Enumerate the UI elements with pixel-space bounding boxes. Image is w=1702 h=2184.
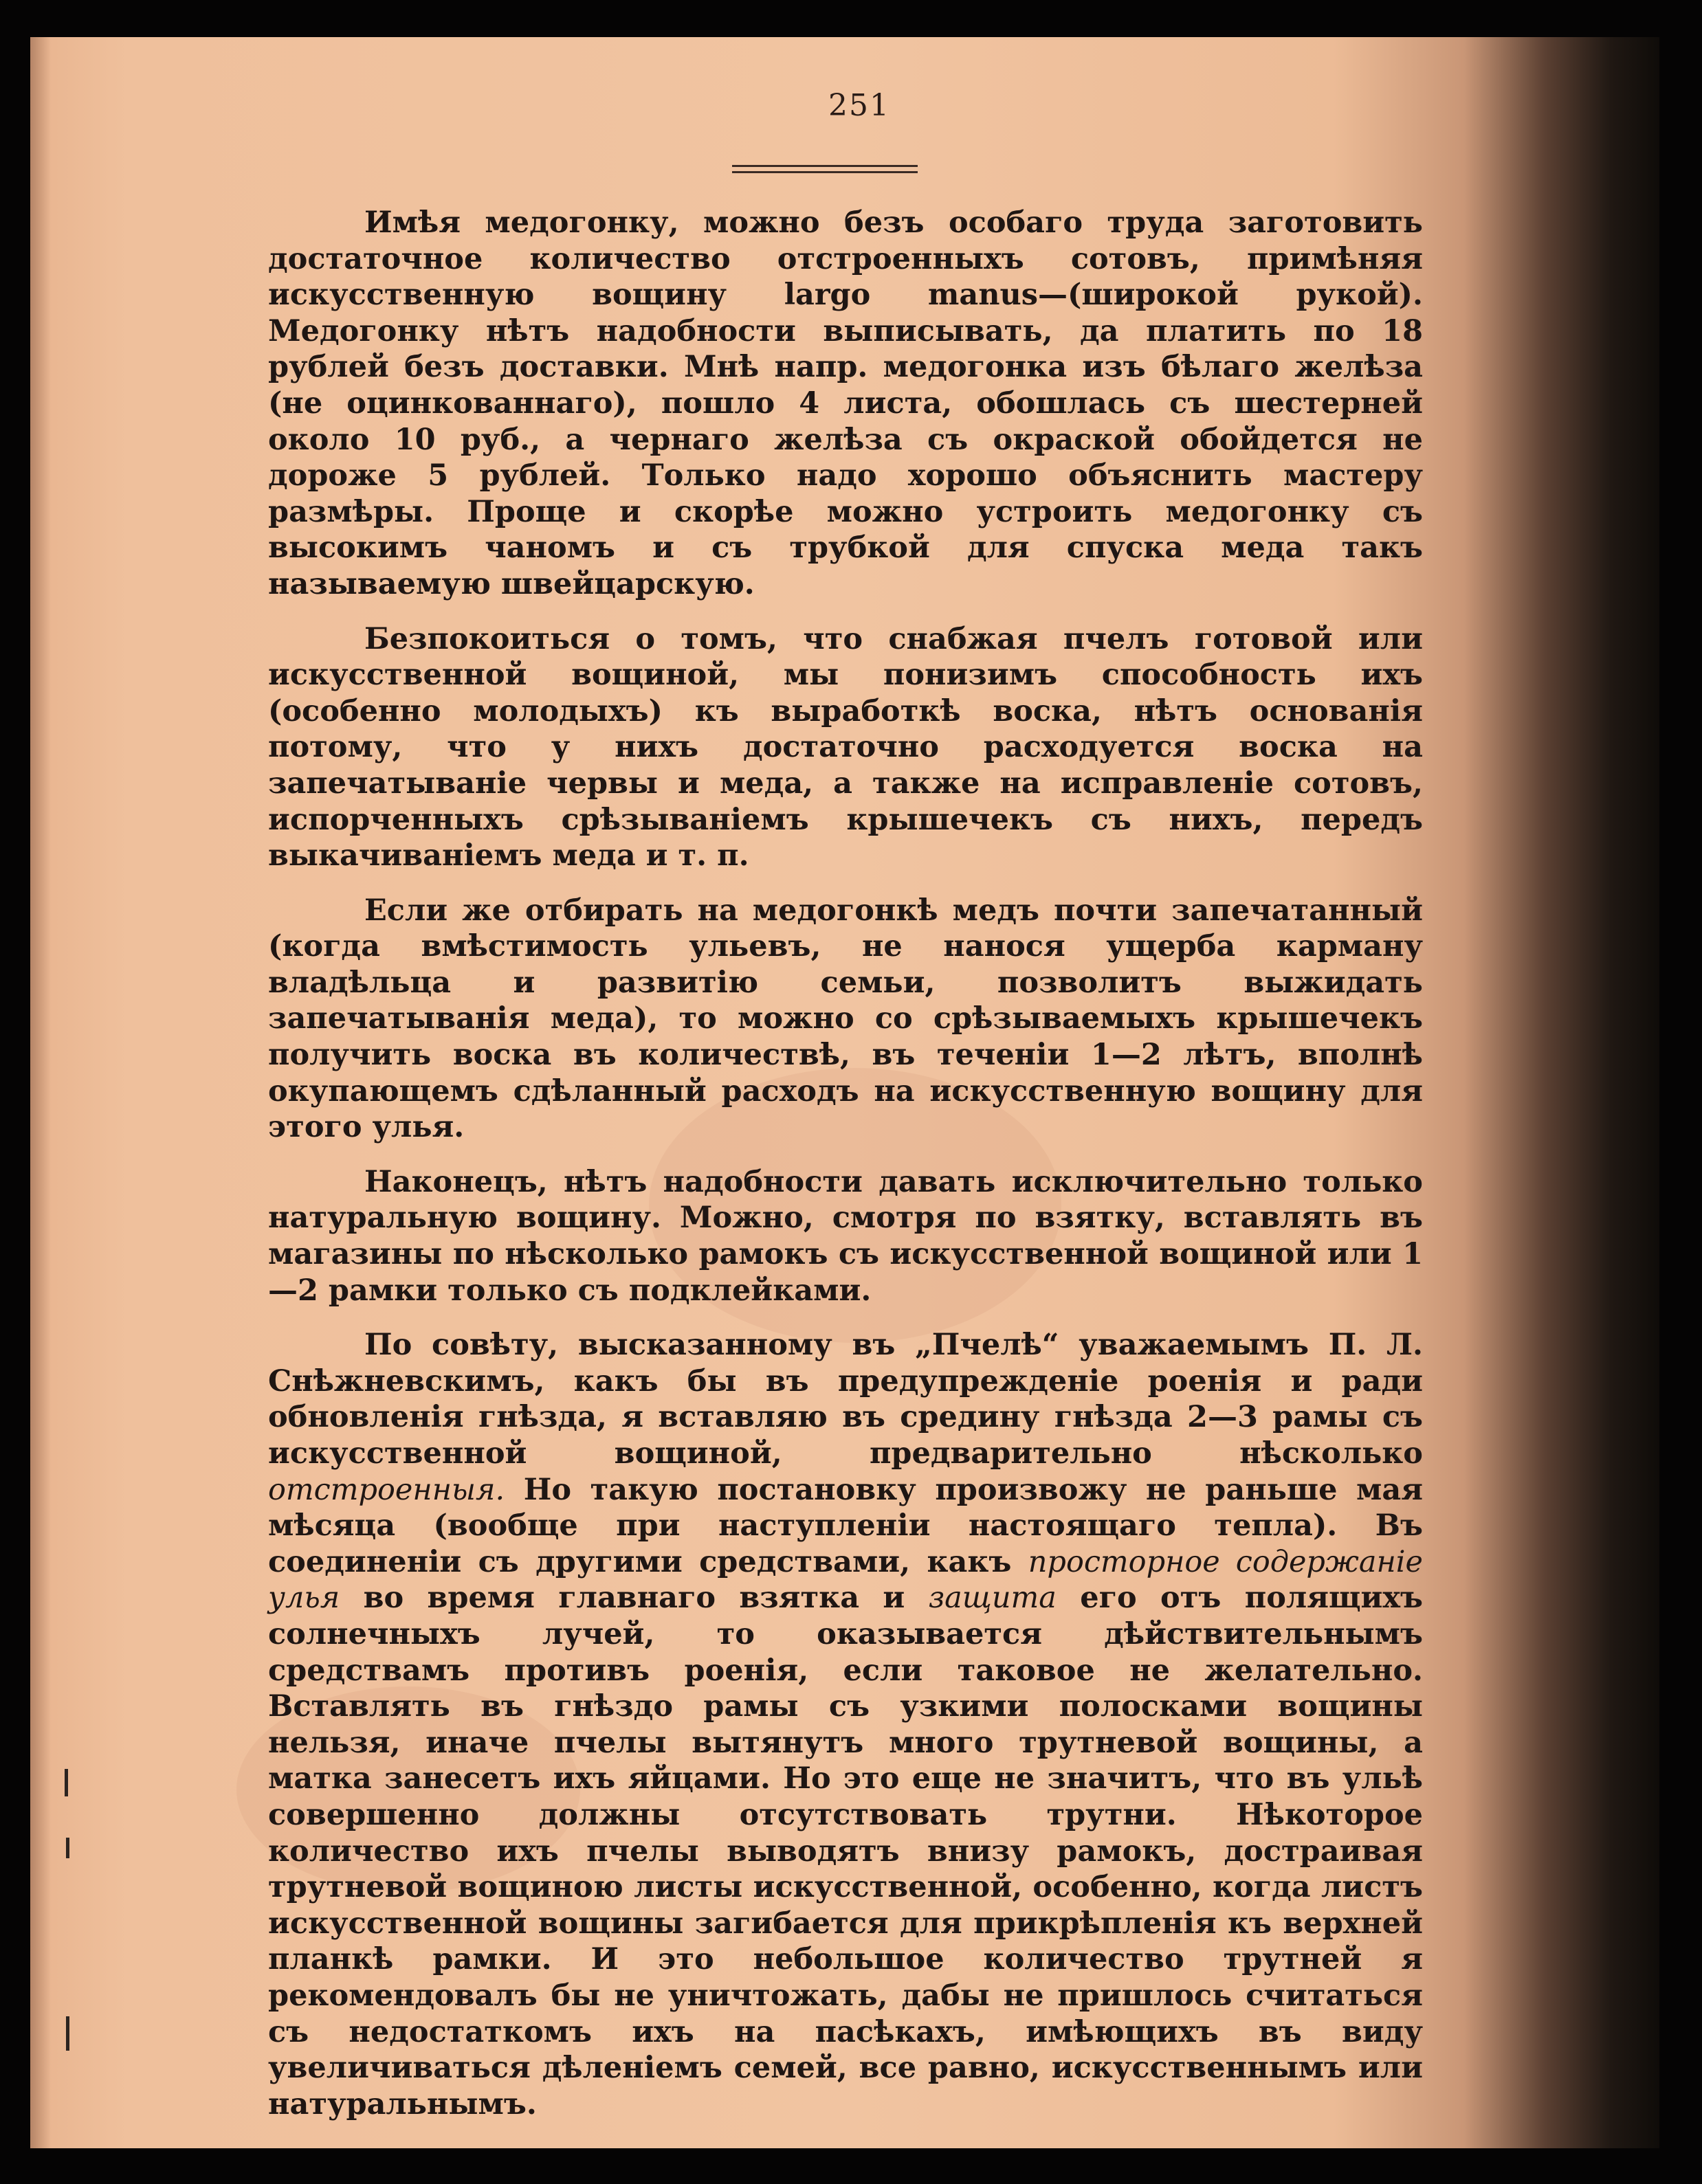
margin-mark bbox=[66, 1838, 69, 1858]
paragraph-text: По совѣту, высказанному въ „Пчелѣ“ уважаемымъ П. Л. Снѣжневскимъ, какъ бы въ предупрежденіе роенія и ради обновленія гнѣзда, я вставляю въ средину гнѣзда 2—3 рамы съ искусственной вощиной, предварительно нѣсколько bbox=[268, 1328, 1423, 1471]
header-rule-top bbox=[732, 165, 918, 167]
page-left-edge bbox=[30, 37, 51, 2148]
paragraph-text: Наконецъ, нѣтъ надобности давать исключительно только натуральную вощину. Можно, смотря по взятку, вставлять въ магазины по нѣсколько рамокъ съ искусственной вощиной или 1—2 рамки только съ подклейками. bbox=[268, 1164, 1423, 1308]
header-rule-bottom bbox=[732, 171, 918, 173]
page-number: 251 bbox=[828, 88, 890, 123]
paragraph bbox=[268, 621, 1423, 874]
margin-mark bbox=[65, 1769, 68, 1796]
margin-mark bbox=[66, 2016, 69, 2051]
paragraph bbox=[268, 1164, 1423, 1308]
italic-text: защита bbox=[928, 1581, 1057, 1616]
italic-text: просторное содержаніе улья bbox=[268, 1544, 1423, 1616]
paragraph bbox=[268, 205, 1423, 603]
paragraph bbox=[268, 893, 1423, 1146]
body-text bbox=[268, 205, 1423, 2122]
paragraph-text: Имѣя медогонку, можно безъ особаго труда заготовить достаточное количество отстроенныхъ сотовъ, примѣняя искусственную вощину largo manus—(широкой рукой). Медогонку нѣтъ надобности выписывать, да платить по 18 рублей безъ доставки. Мнѣ напр. медогонка изъ бѣлаго желѣза (не оцинкованнаго), пошло 4 листа, обошлась съ шестерней около 10 руб., а чернаго желѣза съ окраской обойдется не дороже 5 рублей. Только надо хорошо объяснить мастеру размѣры. Проще и скорѣе можно устроить медогонку съ высокимъ чаномъ и съ трубкой для спуска меда такъ называемую швейцарскую. bbox=[268, 205, 1423, 601]
italic-text: отстроенныя. bbox=[268, 1472, 505, 1507]
paragraph-text: Но такую постановку произвожу не раньше мая мѣсяца (вообще при наступленіи настоящаго тепла). Въ соединеніи съ другими средствами, какъ bbox=[268, 1472, 1423, 1579]
paragraph-text: Безпокоиться о томъ, что снабжая пчелъ готовой или искусственной вощиной, мы понизимъ способность ихъ (особенно молодыхъ) къ выработкѣ воска, нѣтъ основанія потому, что у нихъ достаточно расходуется воска на запечатываніе червы и меда, а также на исправленіе сотовъ, испорченныхъ срѣзываніемъ крышечекъ съ нихъ, передъ выкачиваніемъ меда и т. п. bbox=[268, 621, 1423, 873]
paragraph-text: Если же отбирать на медогонкѣ медъ почти запечатанный (когда вмѣстимость ульевъ, не нанося ущерба карману владѣльца и развитію семьи, позволитъ выжидать запечатыванія меда), то можно со срѣзываемыхъ крышечекъ получить воска въ количествѣ, въ теченіи 1—2 лѣтъ, вполнѣ окупающемъ сдѣланный расходъ на искусственную вощину для этого улья. bbox=[268, 893, 1423, 1145]
paragraph-text: его отъ полящихъ солнечныхъ лучей, то оказывается дѣйствительнымъ средствамъ противъ роенія, если таковое не желательно. Вставлять въ гнѣздо рамы съ узкими полосками вощины нельзя, иначе пчелы вытянутъ много трутневой вощины, а матка занесетъ ихъ яйцами. Но это еще не значитъ, что въ ульѣ совершенно должны отсутствовать трутни. Нѣкоторое количество ихъ пчелы выводятъ внизу рамокъ, достраивая трутневой вощиною листы искусственной, особенно, когда листъ искусственной вощины загибается для прикрѣпленія къ верхней планкѣ рамки. И это небольшое количество трутней я рекомендовалъ бы не уничтожать, дабы не пришлось считаться съ недостаткомъ ихъ на пасѣкахъ, имѣющихъ въ виду увеличиваться дѣленіемъ семей, все равно, искусственнымъ или натуральнымъ. bbox=[268, 1581, 1423, 2121]
paragraph bbox=[268, 1327, 1423, 2122]
paragraph-text: во время главнаго взятка и bbox=[340, 1581, 929, 1616]
